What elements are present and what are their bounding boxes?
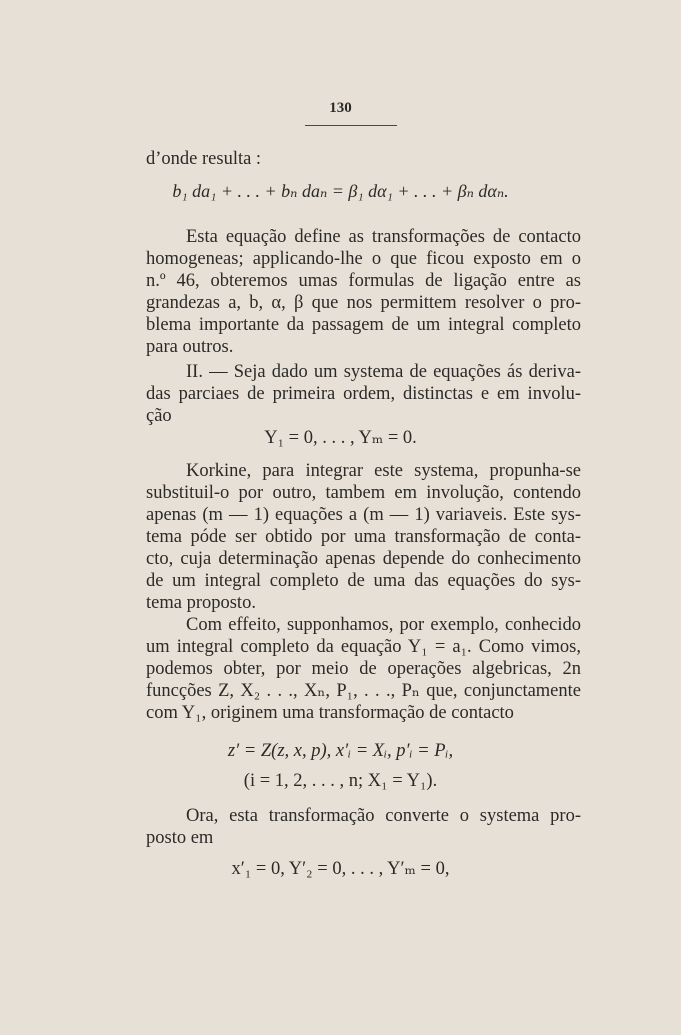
text-line: posto em [146,828,214,848]
text-line: tema póde ser obtido por uma transformação de conta- [146,527,581,547]
equation-2: Y₁ = 0, . . . , Yₘ = 0. [264,428,417,448]
page-number: 130 [329,100,352,116]
text-line: homogeneas; applicando-lhe o que ficou exposto em o [146,249,581,269]
text-line: II. — Seja dado um systema de equações ás deriva- [186,362,581,382]
text-line: podemos obter, por meio de operações algebricas, 2n [146,659,581,679]
text-line: ção [146,406,172,426]
heading-line: d’onde resulta : [146,149,262,169]
header-rule [305,125,397,126]
text-line: Esta equação define as transformações de contacto [186,227,581,247]
text-line: n.º 46, obteremos umas formulas de ligação entre as [146,271,581,291]
text-line: substituil-o por outro, tambem em involução, contendo [146,483,581,503]
text-line: blema importante da passagem de um integral completo [146,315,581,335]
text-line: apenas (m — 1) equações a (m — 1) variaveis. Este sys- [146,505,581,525]
text-line: das parciaes de primeira ordem, distinctas e em involu- [146,384,581,404]
text-line: para outros. [146,337,234,357]
text-line: tema proposto. [146,593,256,613]
equation-4: (i = 1, 2, . . . , n; X₁ = Y₁). [243,771,438,791]
text-line: Com effeito, supponhamos, por exemplo, conhecido [186,615,581,635]
text-line: um integral completo da equação Y₁ = a₁. Como vimos, [146,637,581,657]
text-line: Korkine, para integrar este systema, propunha-se [186,461,581,481]
equation-5: x′₁ = 0, Y′₂ = 0, . . . , Y′ₘ = 0, [231,859,450,879]
text-line: de um integral completo de uma das equações do sys- [146,571,581,591]
equation-3: z′ = Z(z, x, p), x′ᵢ = Xᵢ, p′ᵢ = Pᵢ, [227,741,454,761]
equation-1: b₁ da₁ + . . . + bₙ daₙ = β₁ dα₁ + . . . + βₙ dαₙ. [172,181,509,201]
text-line: grandezas a, b, α, β que nos permittem resolver o pro- [146,293,581,313]
text-line: com Y₁, originem uma transformação de contacto [146,703,514,723]
text-line: cto, cuja determinação apenas depende do conhecimento [146,549,581,569]
text-line: Ora, esta transformação converte o systema pro- [186,806,581,826]
text-line: funcções Z, X₂ . . ., Xₙ, P₁, . . ., Pₙ que, conjunctamente [146,681,581,701]
